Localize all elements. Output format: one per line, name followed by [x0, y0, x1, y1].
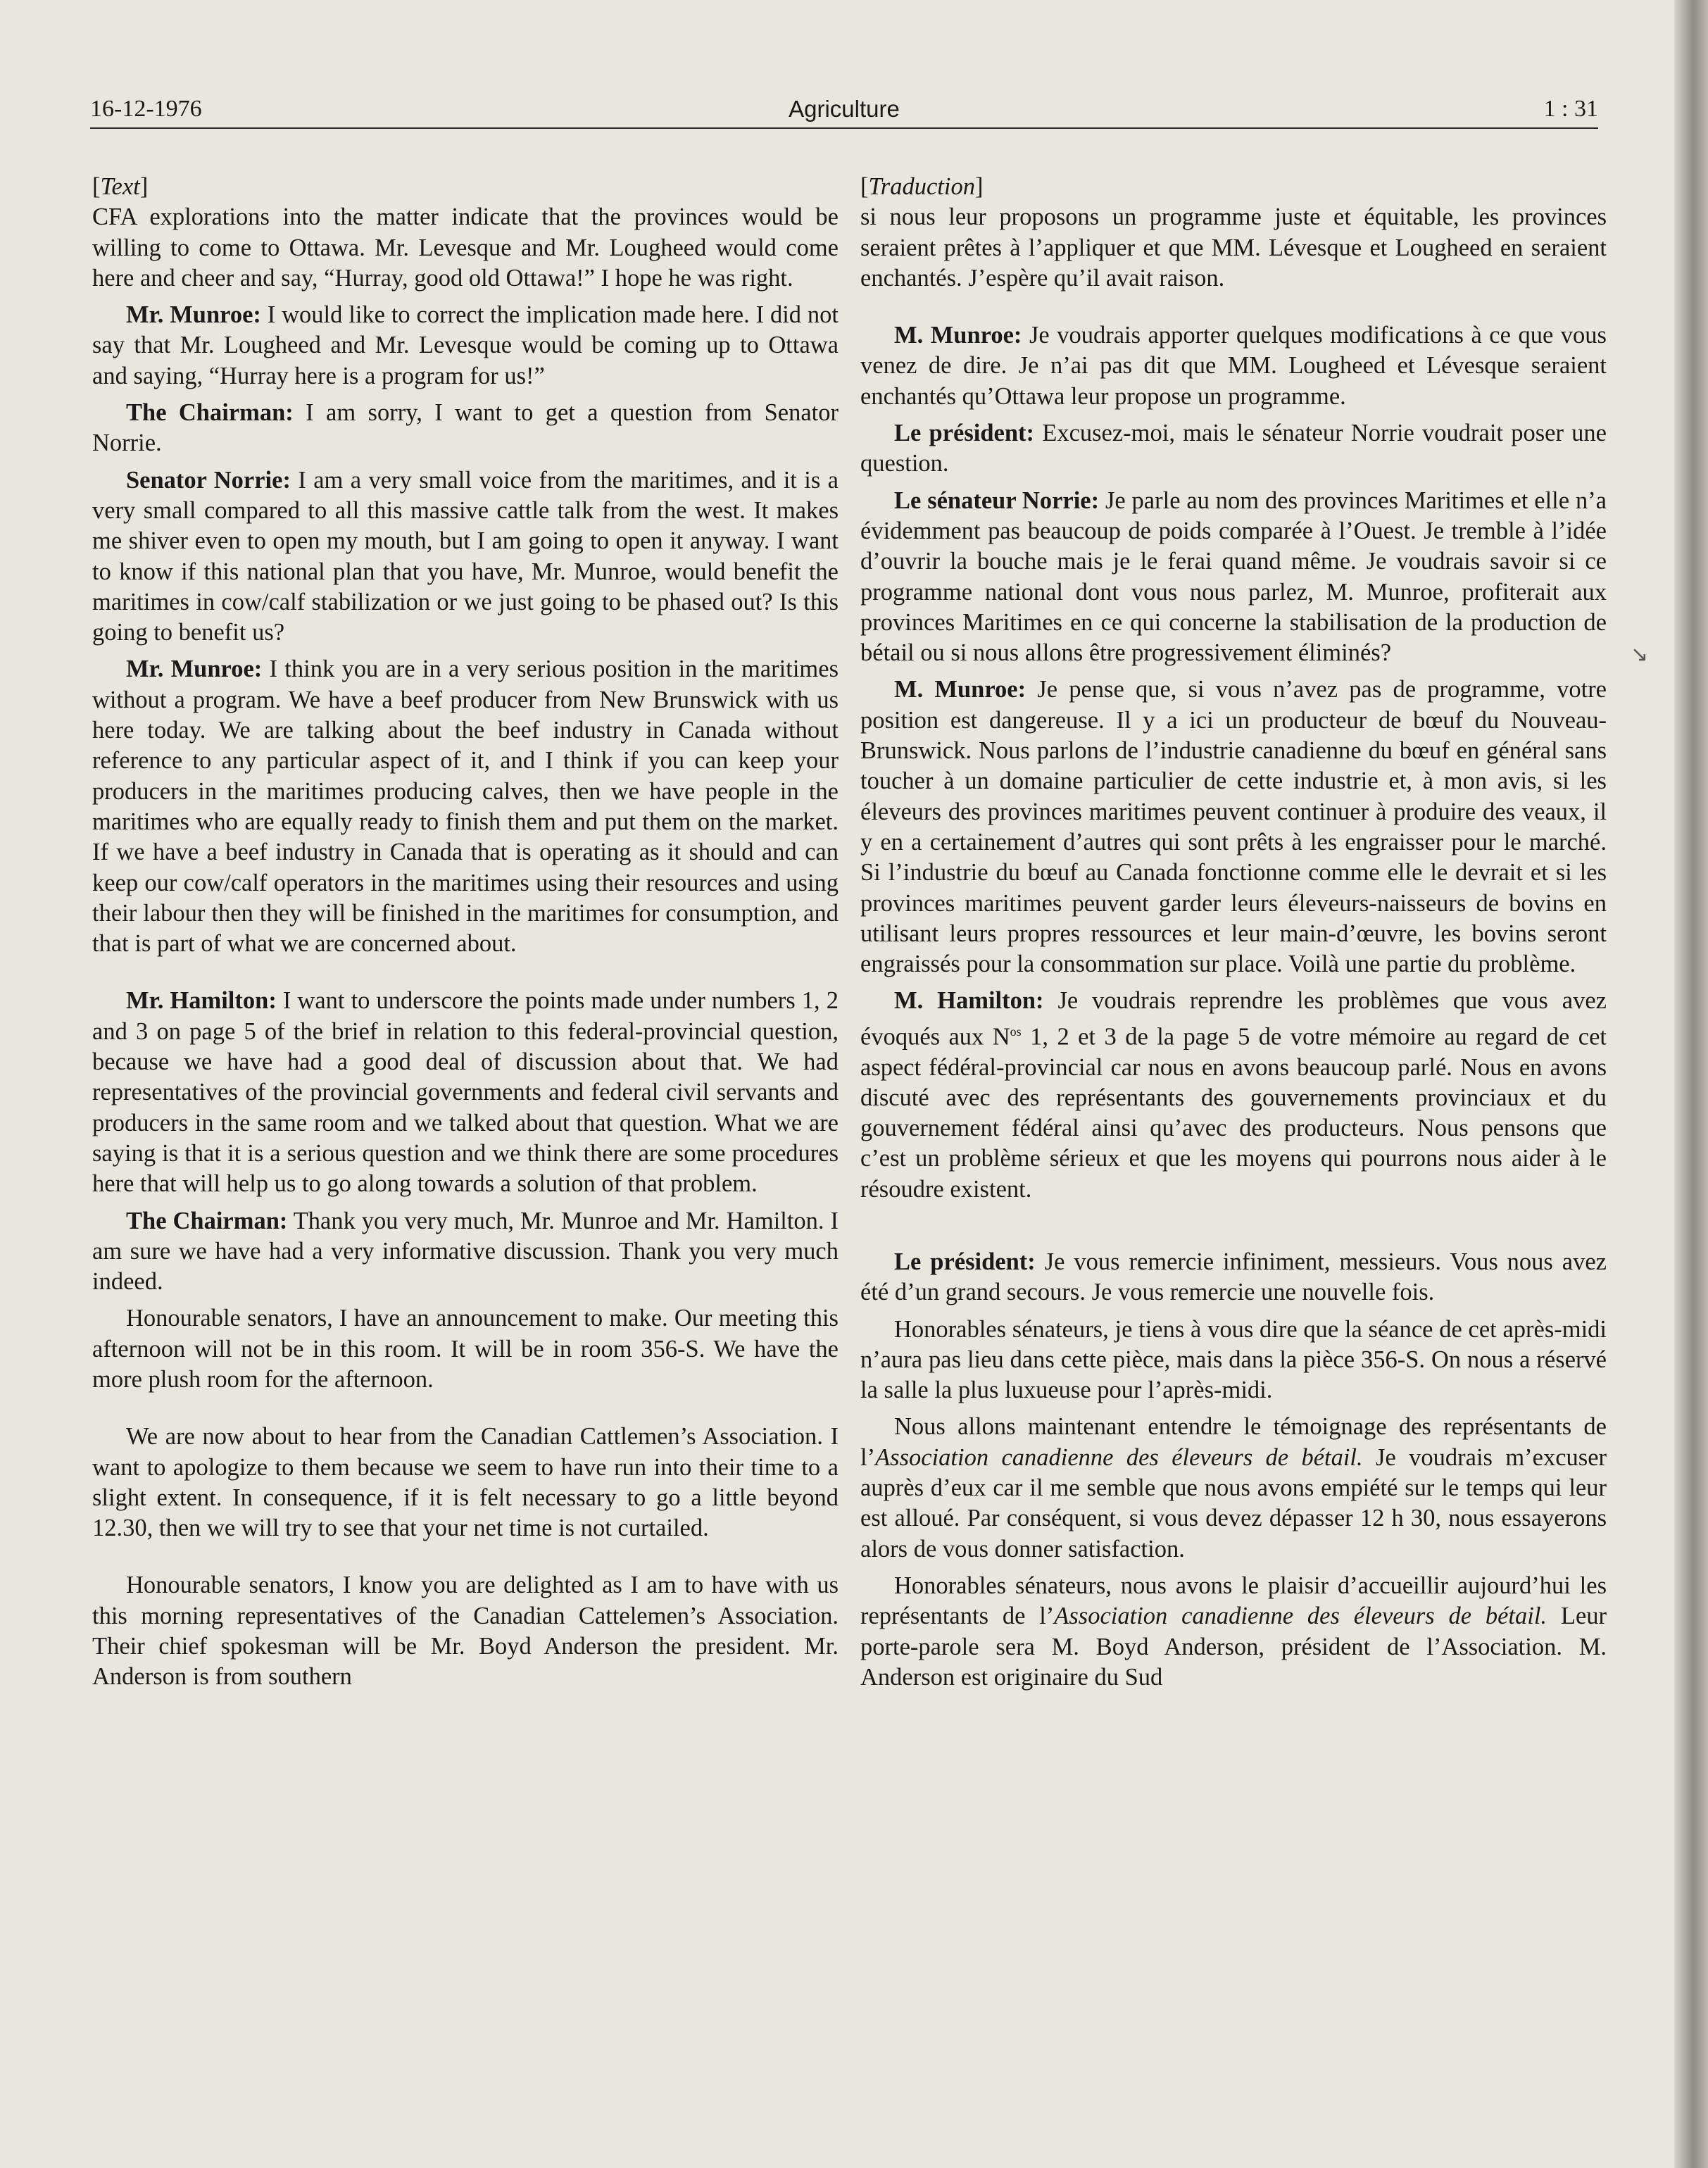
- paragraph: M. Munroe: Je pense que, si vous n’avez pas de programme, votre position est dangereuse. Il y a ici un producteur de bœuf du Nouveau-Brunswick. Nous parlons de l’industrie canadienne du bœuf en général sans toucher à un domaine particulier de cette industrie et, à mon avis, si les éleveurs des provinces maritimes peuvent continuer à produire des veaux, il y en a certainement d’autres qui sont prêts à les engraisser pour le marché. Si l’industrie du bœuf au Canada fonctionne comme elle le devrait et si les provinces maritimes peuvent garder leurs éleveurs-naisseurs de bovins en utilisant leurs propres ressources et leur main-d’œuvre, les bovins seront engraissés pour la consommation sur place. Voilà une partie du problème.: [860, 676, 1607, 978]
- paragraph: Honorables sénateurs, nous avons le plaisir d’accueillir aujourd’hui les représentants de l’Association canadienne des éleveurs de bétail. Leur porte-parole sera M. Boyd Anderson, président de l’Association. M. Anderson est originaire du Sud: [860, 1572, 1607, 1691]
- paragraph: Honourable senators, I know you are delighted as I am to have with us this morning representatives of the Canadian Cattelemen’s Association. Their chief spokesman will be Mr. Boyd Anderson the president. Mr. Anderson is from southern: [92, 1572, 839, 1691]
- speaker-label: Mr. Hamilton:: [126, 987, 277, 1015]
- paragraph: Le sénateur Norrie: Je parle au nom des provinces Maritimes et elle n’a évidemment pas beaucoup de poids comparée à l’Ouest. Je tremble à l’idée d’ouvrir la bouche mais je le ferai quand même. Je voudrais savoir si ce programme national dont vous nous parlez, M. Munroe, profiterait aux provinces Maritimes en ce qui concerne la stabilisation de la production de bétail ou si nous allons être progressivement éliminés?: [860, 487, 1607, 667]
- speaker-label: M. Munroe:: [894, 322, 1022, 349]
- speaker-label: M. Hamilton:: [894, 987, 1044, 1015]
- paragraph: The Chairman: Thank you very much, Mr. Munroe and Mr. Hamilton. I am sure we have had a very informative discussion. Thank you very much indeed.: [92, 1207, 839, 1296]
- english-column: [92, 172, 839, 1699]
- paragraph: Le président: Je vous remercie infiniment, messieurs. Vous nous avez été d’un grand secours. Je vous remercie une nouvelle fois.: [860, 1248, 1607, 1306]
- header-title: Agriculture: [789, 96, 900, 122]
- paragraph: M. Hamilton: Je voudrais reprendre les problèmes que vous avez évoqués aux $N^{os}$ 1, 2 et 3 de la page 5 de votre mémoire au regard de cet aspect fédéral-provincial car nous en avons beaucoup parlé. Nous en avons discuté avec des représentants des gouvernements provinciaux et du gouvernement fédéral ainsi qu’avec des producteurs. Nous pensons que c’est un problème sérieux et que les moyens qui pourrons nous aider à le résoudre existent.: [860, 987, 1607, 1203]
- paragraph: M. Munroe: Je voudrais apporter quelques modifications à ce que vous venez de dire. Je n’ai pas dit que MM. Lougheed et Lévesque seraient enchantés qu’Ottawa leur propose un programme.: [860, 322, 1607, 410]
- paragraph: We are now about to hear from the Canadian Cattlemen’s Association. I want to apologize to them because we seem to have run into their time to a slight extent. In consequence, if it is felt necessary to go a little beyond 12.30, then we will try to see that your net time is not curtailed.: [92, 1423, 839, 1542]
- paragraph: Nous allons maintenant entendre le témoignage des représentants de l’Association canadienne des éleveurs de bétail. Je voudrais m’excuser auprès d’eux car il me semble que nous avons empiété sur le temps qui leur est alloué. Par conséquent, si vous devez dépasser 12 h 30, nous essayerons alors de vous donner satisfaction.: [860, 1413, 1607, 1562]
- paragraph: Senator Norrie: I am a very small voice from the maritimes, and it is a very small compared to all this massive cattle talk from the west. It makes me shiver even to open my mouth, but I am going to open it anyway. I want to know if this national plan that you have, Mr. Munroe, would benefit the maritimes in cow/calf stabilization or we just going to be phased out? Is this going to benefit us?: [92, 466, 839, 646]
- speaker-label: Le président:: [894, 1248, 1036, 1275]
- traduction-tag: [Traduction]: [860, 173, 984, 200]
- paragraph: Honorables sénateurs, je tiens à vous dire que la séance de cet après-midi n’aura pas lieu dans cette pièce, mais dans la pièce 356-S. On nous a réservé la salle la plus luxueuse pour l’après-midi.: [860, 1315, 1607, 1404]
- french-column: [860, 172, 1607, 1699]
- binding-gutter: [1674, 0, 1708, 2168]
- speaker-label: The Chairman:: [126, 1207, 288, 1234]
- speaker-label: Mr. Munroe:: [126, 656, 263, 683]
- paragraph: Honourable senators, I have an announcement to make. Our meeting this afternoon will not be in this room. It will be in room 356-S. We have the more plush room for the afternoon.: [92, 1305, 839, 1393]
- speaker-label: Mr. Munroe:: [126, 301, 261, 329]
- header-rule: [90, 127, 1598, 129]
- paragraph: Le président: Excusez-moi, mais le sénateur Norrie voudrait poser une question.: [860, 420, 1607, 477]
- speaker-label: Le président:: [894, 420, 1035, 447]
- paragraph: Mr. Hamilton: I want to underscore the points made under numbers 1, 2 and 3 on page 5 of the brief in relation to this federal-provincial question, because we have had a good deal of discussion about that. We had representatives of the provincial governments and federal civil servants and producers in the same room and we talked about that question. What we are saying is that it is a serious question and we think there are some procedures here that will help us to go along towards a solution of that problem.: [92, 987, 839, 1198]
- page-header: [90, 96, 1598, 131]
- paragraph: CFA explorations into the matter indicate that the provinces would be willing to come to Ottawa. Mr. Levesque and Mr. Lougheed would come here and cheer and say, “Hurray, good old Ottawa!” I hope he was right.: [92, 203, 839, 292]
- header-page-number: 1 : 31: [1543, 96, 1598, 122]
- speaker-label: The Chairman:: [126, 399, 294, 427]
- association-name: Association canadienne des éleveurs de bétail.: [875, 1443, 1363, 1471]
- paragraph: The Chairman: I am sorry, I want to get a question from Senator Norrie.: [92, 399, 839, 457]
- paragraph: Mr. Munroe: I would like to correct the implication made here. I did not say that Mr. Lougheed and Mr. Levesque would be coming up to Ottawa and saying, “Hurray here is a program for us!”: [92, 301, 839, 389]
- header-date: 16-12-1976: [90, 96, 202, 122]
- speaker-label: Le sénateur Norrie:: [894, 487, 1100, 514]
- text-tag: [Text]: [92, 173, 149, 200]
- paragraph: si nous leur proposons un programme juste et équitable, les provinces seraient prêtes à l’appliquer et que MM. Lévesque et Lougheed en seraient enchantés. J’espère qu’il avait raison.: [860, 203, 1607, 292]
- paragraph: Mr. Munroe: I think you are in a very serious position in the maritimes without a program. We have a beef producer from New Brunswick with us here today. We are talking about the beef industry in Canada without reference to any particular aspect of it, and I think if you can keep your producers in the maritimes producing calves, then we have people in the maritimes who are equally ready to finish them and put them on the market. If we have a beef industry in Canada that is operating as it should and can keep our cow/calf operators in the maritimes using their resources and using their labour then they will be finished in the maritimes for consumption, and that is part of what we are concerned about.: [92, 656, 839, 958]
- speaker-label: Senator Norrie:: [126, 466, 291, 494]
- margin-tick: ↘: [1631, 643, 1649, 666]
- speaker-label: M. Munroe:: [894, 676, 1026, 703]
- association-name: Association canadienne des éleveurs de bétail.: [1054, 1603, 1547, 1630]
